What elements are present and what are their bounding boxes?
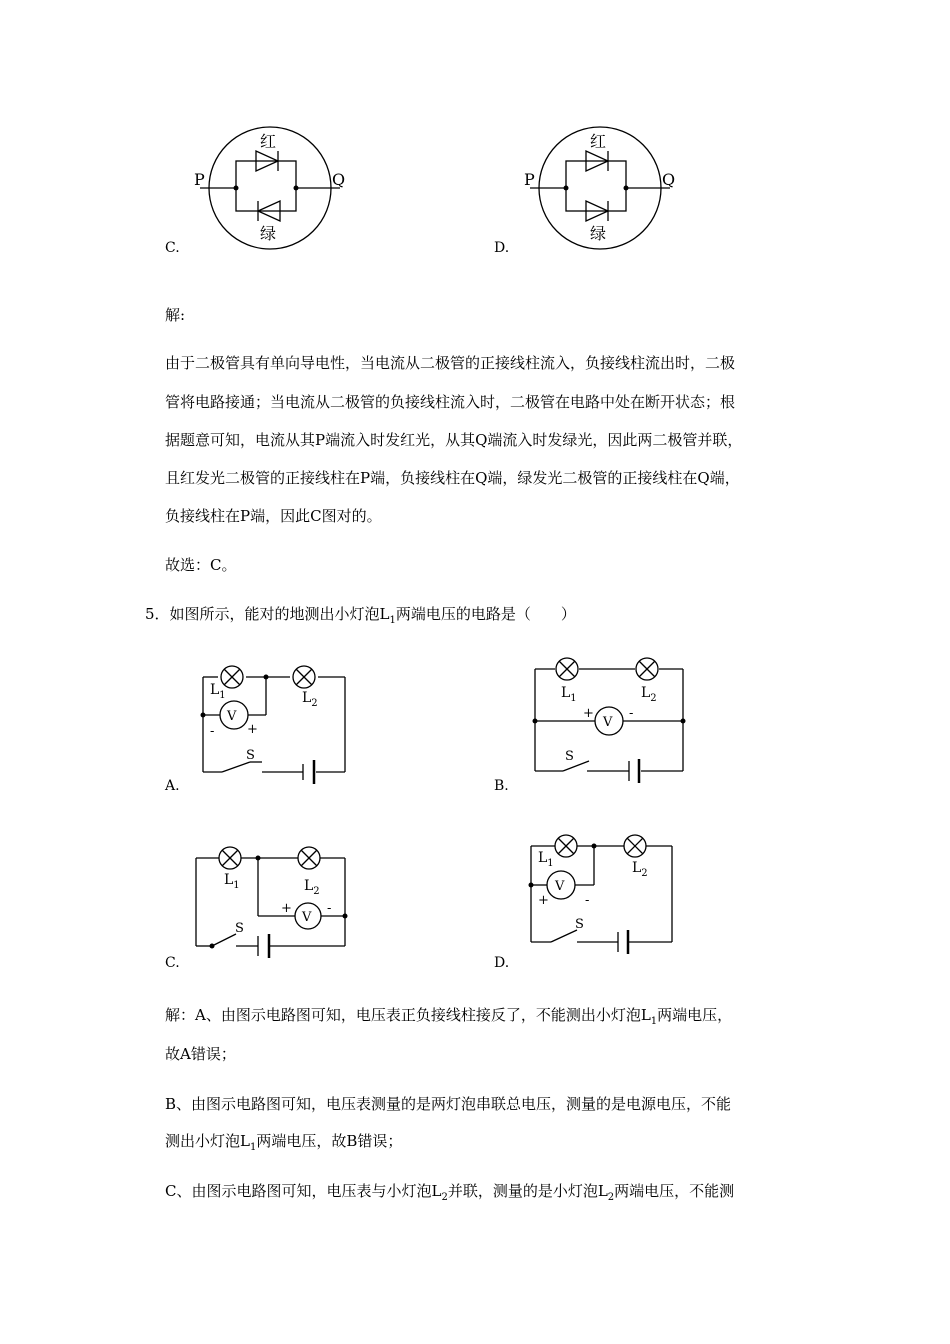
circuit-diagram-a <box>190 660 360 780</box>
circuit-diagram-b <box>525 655 695 775</box>
q5-a-sub: 1 <box>650 1016 658 1027</box>
q5-stem <box>145 604 576 631</box>
q5-c-sub: 2 <box>441 1192 448 1203</box>
diode-d-p-label: P <box>524 170 535 189</box>
circuit-c-minus: - <box>327 901 332 916</box>
circuit-d-l2-label: $L_2$ <box>632 860 648 879</box>
circuit-d-v-label: V <box>555 879 565 894</box>
circuit-d-l1-label: $L_1$ <box>538 850 554 869</box>
q5-solution-b-line-2 <box>165 1131 402 1158</box>
q5-number: 5． <box>145 605 170 623</box>
circuit-option-a-label: A. <box>165 778 180 794</box>
diode-c-q-label: Q <box>332 170 346 189</box>
circuit-option-d-label: D. <box>494 955 510 971</box>
q5-c-after: 两端电压，不能测 <box>614 1182 735 1200</box>
circuit-c-plus: + <box>281 901 292 916</box>
q5-solution-c-line-1 <box>165 1181 734 1208</box>
q4-solution-line-5: 负接线柱在P端，因此C图对的。 <box>165 507 382 525</box>
circuit-a-plus: + <box>247 722 258 737</box>
circuit-a-switch-label: S <box>246 748 255 763</box>
diode-d-red-label: 红 <box>590 132 607 151</box>
circuit-c-l2-label: $L_2$ <box>304 878 320 897</box>
q5-b-after: 两端电压，故B错误； <box>256 1132 403 1150</box>
circuit-d-switch-label: S <box>575 917 584 932</box>
q5-b-sub: 1 <box>249 1142 257 1153</box>
q5-solution-a-line-2: 故A错误； <box>165 1045 236 1063</box>
circuit-c-switch-label: S <box>235 921 244 936</box>
circuit-diagram-d <box>525 830 695 950</box>
circuit-b-l2-label: $L_2$ <box>641 685 657 704</box>
diode-diagram-c <box>190 125 360 255</box>
circuit-diagram-c <box>190 840 360 965</box>
circuit-c-v-label: V <box>302 910 312 925</box>
q5-c-sub2: 2 <box>607 1192 615 1203</box>
q5-a-before: 解：A、由图示电路图可知，电压表正负接线柱接反了，不能测出小灯泡L <box>165 1006 651 1024</box>
circuit-b-v-label: V <box>603 715 613 730</box>
q5-a-after: 两端电压， <box>657 1006 733 1024</box>
circuit-a-l1-label: $L_1$ <box>210 682 226 701</box>
circuit-b-minus: - <box>629 706 634 721</box>
circuit-option-b-label: B. <box>494 778 509 794</box>
diode-c-green-label: 绿 <box>260 224 277 243</box>
q5-c-before: C、由图示电路图可知，电压表与小灯泡L <box>165 1182 442 1200</box>
diode-option-c-label: C. <box>165 240 180 256</box>
q4-answer: 故选：C。 <box>165 556 237 574</box>
diode-d-green-label: 绿 <box>590 224 607 243</box>
q5-stem-sub: 1 <box>389 615 396 626</box>
q5-stem-after: 两端电压的电路是（ ） <box>395 605 576 623</box>
diode-diagram-d <box>520 125 690 255</box>
circuit-b-switch-label: S <box>565 749 574 764</box>
q4-solution-line-3: 据题意可知，电流从其P端流入时发红光，从其Q端流入时发绿光，因此两二极管并联， <box>165 431 743 449</box>
q5-stem-before: 如图所示，能对的地测出小灯泡L <box>169 605 390 623</box>
q4-solution-line-4: 且红发光二极管的正接线柱在P端，负接线柱在Q端，绿发光二极管的正接线柱在Q端， <box>165 469 740 487</box>
q4-solution-line-2: 管将电路接通；当电流从二极管的负接线柱流入时，二极管在电路中处在断开状态；根 <box>165 393 736 411</box>
diode-c-red-label: 红 <box>260 132 277 151</box>
q5-c-mid: 并联，测量的是小灯泡L <box>447 1182 608 1200</box>
circuit-d-minus: - <box>585 893 590 908</box>
q4-solution-line-1: 由于二极管具有单向导电性，当电流从二极管的正接线柱流入，负接线柱流出时，二极 <box>165 354 736 372</box>
circuit-a-minus: - <box>210 724 215 739</box>
circuit-b-plus: + <box>583 706 594 721</box>
circuit-b-l1-label: $L_1$ <box>561 685 577 704</box>
diode-c-p-label: P <box>194 170 205 189</box>
q5-b-before: 测出小灯泡L <box>165 1132 250 1150</box>
q4-solution-heading: 解: <box>165 306 186 324</box>
diode-d-q-label: Q <box>662 170 676 189</box>
circuit-c-l1-label: $L_1$ <box>224 872 240 891</box>
circuit-a-v-label: V <box>227 709 237 724</box>
circuit-option-c-label: C. <box>165 955 180 971</box>
q5-solution-a-line-1 <box>165 1005 732 1032</box>
circuit-d-plus: + <box>538 893 549 908</box>
diode-option-d-label: D. <box>494 240 510 256</box>
q5-solution-b-line-1: B、由图示电路图可知，电压表测量的是两灯泡串联总电压，测量的是电源电压，不能 <box>165 1095 732 1113</box>
circuit-a-l2-label: $L_2$ <box>302 690 318 709</box>
